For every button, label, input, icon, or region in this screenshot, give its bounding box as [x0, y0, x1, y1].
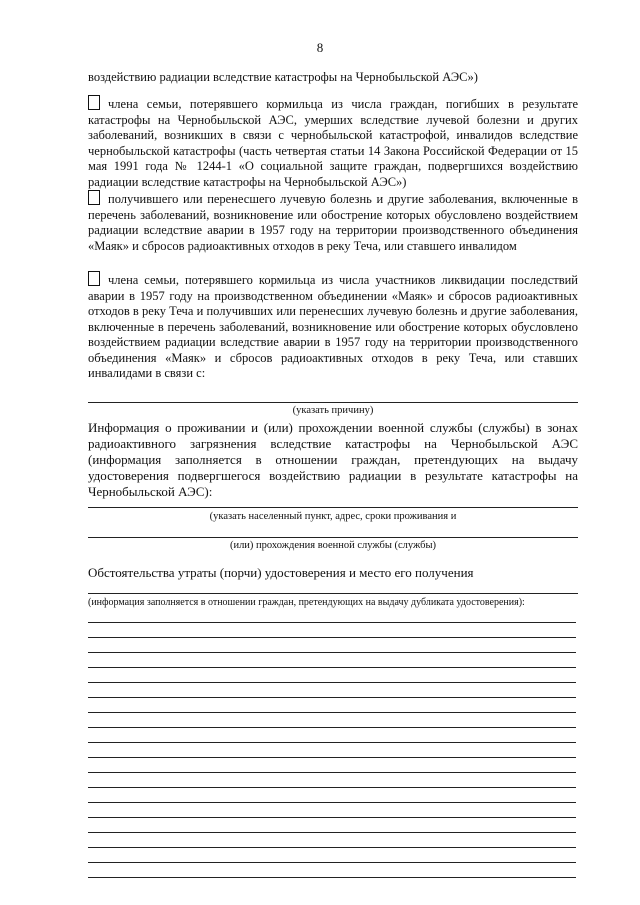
checkbox-item-3: [88, 271, 578, 382]
address-line[interactable]: [88, 507, 578, 508]
checkbox-item-1-text: члена семьи, потерявшего кормильца из числа граждан, погибших в результате катастрофы на Чернобыльской АЭС, умерших вследствие лучевой болезни и других заболеваний, возникших в связи с чернобыльской катастрофой, инвалидов вследствие чернобыльской катастрофы (часть четвертая статьи 14 Закона Российской Федерации от 15 мая 1991 года № 1244-1 «О социальной защите граждан, подвергшихся воздействию радиации вследствие катастрофы на Чернобыльской АЭС»): [88, 97, 578, 189]
caption-service: (или) прохождения военной службы (службы): [229, 540, 437, 551]
loss-heading: Обстоятельства утраты (порчи) удостоверения и место его получения: [88, 565, 474, 580]
fill-line[interactable]: [88, 727, 576, 728]
checkbox-item-3-text: члена семьи, потерявшего кормильца из числа участников ликвидации последствий аварии в 1957 году на производственном объединении «Маяк» и сбросов радиоактивных отходов в реку Теча и получивших или перенесших лучевую болезнь и другие заболевания, включенные в перечень заболеваний, возникновение или обострение которых обусловлено воздействием радиации вследствие аварии в 1957 году на территории производственного объединения «Маяк» и сбросов радиоактивных отходов в реку Теча, или ставших инвалидами в связи с:: [88, 273, 578, 380]
fill-line[interactable]: [88, 697, 576, 698]
checkbox-item-1: [88, 95, 578, 190]
fill-line[interactable]: [88, 757, 576, 758]
fill-line[interactable]: [88, 682, 576, 683]
fill-line[interactable]: [88, 877, 576, 878]
fill-line[interactable]: [88, 847, 576, 848]
caption-reason: (указать причину): [292, 405, 374, 416]
checkbox-item-2-text: получившего или перенесшего лучевую болезнь и другие заболевания, включенные в перечень заболеваний, возникновение или обострение которых обусловлено воздействием радиации вследствие аварии в 1957 году на территории производственного объединения «Маяк» и сбросов радиоактивных отходов в реку Теча, или ставшего инвалидом: [88, 192, 578, 253]
loss-line[interactable]: [88, 593, 578, 594]
caption-address: (указать населенный пункт, адрес, сроки проживания и: [209, 511, 457, 522]
fill-line[interactable]: [88, 652, 576, 653]
fill-line[interactable]: [88, 622, 576, 623]
paragraph-continuation: воздействию радиации вследствие катастрофы на Чернобыльской АЭС»): [88, 70, 478, 84]
fill-line[interactable]: [88, 802, 576, 803]
fill-line[interactable]: [88, 832, 576, 833]
service-line[interactable]: [88, 537, 578, 538]
fill-line[interactable]: [88, 742, 576, 743]
checkbox-item-2: [88, 190, 578, 254]
checkbox[interactable]: [88, 271, 100, 286]
fill-line[interactable]: [88, 637, 576, 638]
caption-duplicate: (информация заполняется в отношении граждан, претендующих на выдачу дубликата удостоверения):: [88, 597, 525, 608]
page-number: 8: [316, 40, 324, 55]
fill-line[interactable]: [88, 667, 576, 668]
checkbox[interactable]: [88, 95, 100, 110]
info-paragraph: Информация о проживании и (или) прохождении военной службы (службы) в зонах радиоактивного загрязнения вследствие катастрофы на Чернобыльской АЭС (информация заполняется в отношении граждан, претендующих на выдачу удостоверения подвергшегося воздействию радиации в результате катастрофы на Чернобыльской АЭС):: [88, 420, 578, 499]
fill-line[interactable]: [88, 787, 576, 788]
checkbox[interactable]: [88, 190, 100, 205]
fill-line[interactable]: [88, 712, 576, 713]
fill-line[interactable]: [88, 772, 576, 773]
fill-line[interactable]: [88, 862, 576, 863]
fill-line[interactable]: [88, 817, 576, 818]
reason-line[interactable]: [88, 402, 578, 403]
